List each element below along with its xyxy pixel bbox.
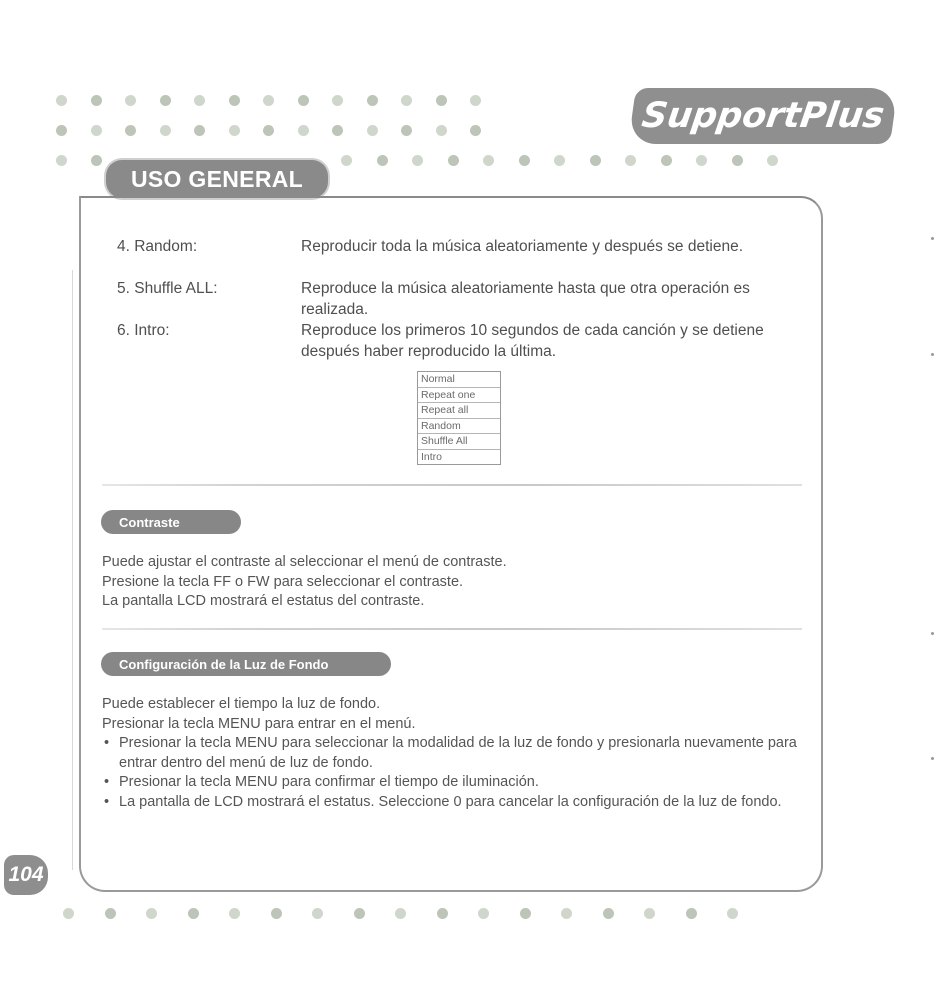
decorative-dot [160,95,171,106]
section-divider [102,484,802,486]
margin-mark [931,353,934,356]
decorative-dot [105,908,116,919]
margin-mark [931,757,934,760]
menu-option: Repeat all [418,403,500,419]
decorative-dot [377,155,388,166]
decorative-dot [146,908,157,919]
bullet-dot-icon: • [104,794,110,810]
backlight-heading: Configuración de la Luz de Fondo [119,656,329,672]
decorative-dot [644,908,655,919]
decorative-dot [91,95,102,106]
backlight-intro [102,695,416,734]
decorative-dot [298,125,309,136]
bullet-text: La pantalla de LCD mostrará el estatus. Seleccione 0 para cancelar la configuración de la luz de fondo. [119,794,782,810]
decorative-dot [436,95,447,106]
decorative-dot [91,155,102,166]
decorative-dot [661,155,672,166]
decorative-dot [56,125,67,136]
margin-mark [931,632,934,635]
decorative-dot [696,155,707,166]
bullet-dot-icon: • [104,774,110,790]
play-mode-menu [417,371,501,465]
decorative-dot [519,155,530,166]
decorative-dot [483,155,494,166]
decorative-dot [470,125,481,136]
bullet-dot-icon: • [104,735,110,751]
mode-term: 6. Intro: [117,322,170,339]
paragraph-line: La pantalla LCD mostrará el estatus del contraste. [102,593,425,609]
bullet-text: Presionar la tecla MENU para confirmar el tiempo de iluminación. [119,774,539,790]
mode-term: 5. Shuffle ALL: [117,280,218,297]
section-title: USO GENERAL [131,165,303,192]
backlight-heading-pill [101,652,391,676]
decorative-dot [401,95,412,106]
menu-option: Shuffle All [418,434,500,450]
section-divider [102,628,802,630]
decorative-dot [229,908,240,919]
decorative-dot [312,908,323,919]
decorative-dot [732,155,743,166]
bullet-item [104,773,804,793]
decorative-dot [56,155,67,166]
menu-option: Random [418,419,500,435]
paragraph-line: Puede establecer el tiempo la luz de fondo. [102,696,381,712]
decorative-dot [478,908,489,919]
decorative-dot [401,125,412,136]
mode-description: Reproduce la música aleatoriamente hasta que otra operación es realizada. [301,280,750,318]
supportplus-logo [628,88,898,144]
decorative-dot [229,125,240,136]
decorative-dot [125,95,136,106]
decorative-dot [520,908,531,919]
decorative-dot [263,95,274,106]
menu-option: Repeat one [418,388,500,404]
bullet-text: Presionar la tecla MENU para seleccionar la modalidad de la luz de fondo y presionarla nuevamente para entrar dentro del menú de luz de fondo. [119,735,797,771]
contrast-heading: Contraste [119,514,180,530]
decorative-dot [625,155,636,166]
page-number: 104 [8,863,44,886]
section-title-tab [106,160,328,198]
decorative-dot [271,908,282,919]
paragraph-line: Puede ajustar el contraste al seleccionar el menú de contraste. [102,554,507,570]
decorative-dot [448,155,459,166]
decorative-dot [229,95,240,106]
bullet-item [104,793,804,813]
decorative-dot [412,155,423,166]
decorative-dot [91,125,102,136]
decorative-dot [590,155,601,166]
mode-term: 4. Random: [117,238,198,255]
margin-mark [931,237,934,240]
bullet-item [104,734,804,773]
decorative-dot [436,125,447,136]
decorative-dot [686,908,697,919]
menu-option: Normal [418,372,500,388]
decorative-dot [354,908,365,919]
decorative-dot [603,908,614,919]
decorative-dot [554,155,565,166]
decorative-dot [125,125,136,136]
decorative-dot [367,95,378,106]
mode-description: Reproduce los primeros 10 segundos de cada canción y se detiene después haber reproducido la última. [301,322,764,360]
decorative-dot [332,125,343,136]
decorative-dot [263,125,274,136]
decorative-dot [561,908,572,919]
decorative-dot [194,125,205,136]
contrast-heading-pill [101,510,241,534]
decorative-dot [341,155,352,166]
decorative-dot [470,95,481,106]
decorative-dot [188,908,199,919]
logo-text: SupportPlus [639,96,887,136]
contrast-text [102,553,507,612]
decorative-dot [727,908,738,919]
decorative-dot [395,908,406,919]
decorative-dot [367,125,378,136]
decorative-dot [160,125,171,136]
menu-option: Intro [421,450,443,463]
decorative-dot [298,95,309,106]
paragraph-line: Presione la tecla FF o FW para seleccionar el contraste. [102,573,464,590]
decorative-dot [332,95,343,106]
decorative-dot [56,95,67,106]
paragraph-line: Presionar la tecla MENU para entrar en el menú. [102,715,416,732]
decorative-dot [767,155,778,166]
decorative-dot [437,908,448,919]
page-number-badge [4,855,48,895]
margin-rule [72,270,73,870]
mode-description: Reproducir toda la música aleatoriamente y después se detiene. [301,238,744,255]
decorative-dot [63,908,74,919]
decorative-dot [194,95,205,106]
